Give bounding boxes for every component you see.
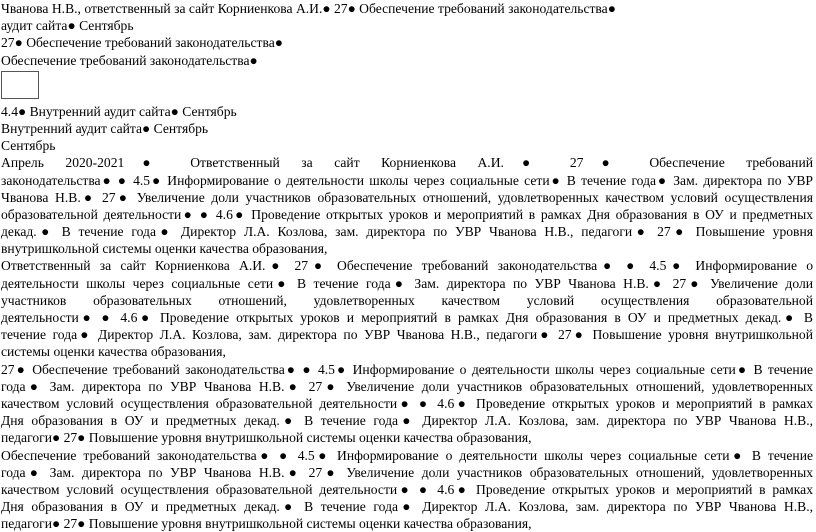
text-line: законодательства● ● 4.5● Информирование о деятельности школы через социальные сети● В течение года● Зам. директора по УВР <box>1 172 813 188</box>
empty-frame-box <box>1 71 39 99</box>
text-line: Сентябрь <box>1 138 56 154</box>
text-line: педагоги● 27● Повышение уровня внутришкольной системы оценки качества образования, <box>1 430 532 446</box>
text-line: течение года● Директор Л.А. Козлова, зам. директора по УВР Чванова Н.В., педагоги● 27● Повышение уровня внутришкольной <box>1 327 813 343</box>
text-line: Внутренний аудит сайта● Сентябрь <box>1 120 209 136</box>
text-line: 27● Обеспечение требований законодательства● ● 4.5● Информирование о деятельности школы через социальные сети● В течение <box>1 361 813 377</box>
text-line: Чванова Н.В.● 27● Увеличение доли участников образовательных отношений, удовлетворенных качеством условий осуществления <box>1 189 813 205</box>
text-line: системы оценки качества образования, <box>1 344 226 360</box>
text-line: внутришкольной системы оценки качества образования, <box>1 241 328 257</box>
text-line: качеством условий осуществления образовательной деятельности● ● 4.6● Проведение открытых уроков и мероприятий в рамках <box>1 395 813 411</box>
text-line: деятельности● ● 4.6● Проведение открытых уроков и мероприятий в рамках Дня образования в ОУ и предметных декад.● В <box>1 310 813 325</box>
text-line: года● Зам. директора по УВР Чванова Н.В.● 27● Увеличение доли участников образовательных отношений, удовлетворенных <box>1 464 813 480</box>
text-line: Чванова Н.В., ответственный за сайт Корниенкова А.И.● 27● Обеспечение требований законодательства● <box>1 1 616 16</box>
document-page <box>1 0 813 532</box>
text-line: 4.4● Внутренний аудит сайта● Сентябрь <box>1 103 237 119</box>
text-line: аудит сайта● Сентябрь <box>1 18 134 34</box>
text-line: Дня образования в ОУ и предметных декад.● В течение года● Директор Л.А. Козлова, зам. директора по УВР Чванова Н.В., <box>1 499 813 515</box>
text-line: 27● Обеспечение требований законодательства● <box>1 35 283 51</box>
text-line: декад.● В течение года● Директор Л.А. Козлова, зам. директора по УВР Чванова Н.В., педагоги● 27● Повышение уровня <box>1 224 813 240</box>
text-line: образовательной деятельности● ● 4.6● Проведение открытых уроков и мероприятий в рамках Дня образования в ОУ и предметных <box>1 206 813 222</box>
text-line: Дня образования в ОУ и предметных декад.● В течение года● Директор Л.А. Козлова, зам. директора по УВР Чванова Н.В., <box>1 413 813 429</box>
text-line: Ответственный за сайт Корниенкова А.И.● 27● Обеспечение требований законодательства● ● 4.5● Информирование о <box>1 258 813 274</box>
text-line: года● Зам. директора по УВР Чванова Н.В.● 27● Увеличение доли участников образовательных отношений, удовлетворенных <box>1 378 813 394</box>
text-line: качеством условий осуществления образовательной деятельности● ● 4.6● Проведение открытых уроков и мероприятий в рамках <box>1 481 813 497</box>
text-line: педагоги● 27● Повышение уровня внутришкольной системы оценки качества образования, <box>1 516 532 532</box>
text-line: Обеспечение требований законодательства● ● 4.5● Информирование о деятельности школы через социальные сети● В течение <box>1 447 813 463</box>
text-line: Обеспечение требований законодательства● <box>1 52 258 68</box>
text-line: Апрель 2020-2021● Ответственный за сайт Корниенкова А.И.● 27● Обеспечение требований <box>1 155 813 171</box>
text-line: деятельности школы через социальные сети● В течение года● Зам. директора по УВР Чванова Н.В.● 27● Увеличение доли <box>1 275 813 291</box>
text-line: участников образовательных отношений, удовлетворенных качеством условий осуществления образовательной <box>1 292 813 308</box>
